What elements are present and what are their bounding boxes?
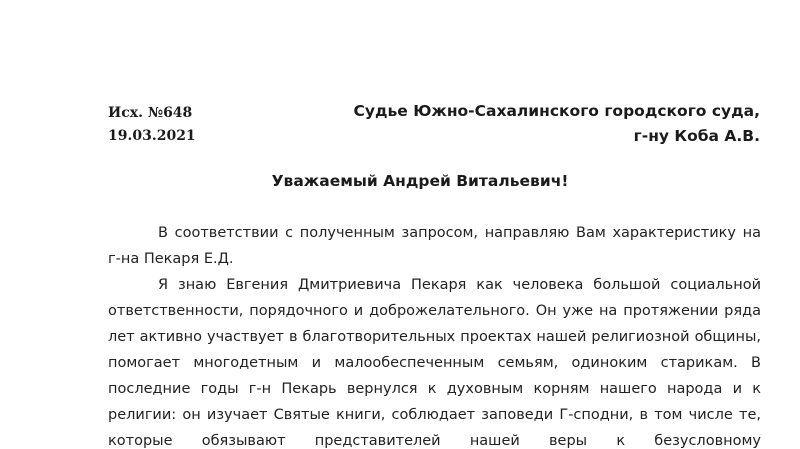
reference-date: 19.03.2021 [108,128,196,144]
word: безусловному [654,433,761,449]
paragraph-2 [108,272,761,449]
text-line: ответственности, порядочного и доброжелательного. Он уже на протяжении ряда [108,303,761,319]
text-line: помогает многодетным и малообеспеченным семьям, одиноким старикам. В [108,355,761,371]
word: которые [108,433,173,449]
text-line-justified [108,428,761,449]
text-line: г-на Пекаря Е.Д. [108,251,234,267]
word: нашей [469,433,520,449]
addressee-line-1: Судье Южно-Сахалинского городского суда, [353,102,760,120]
reference-number: Исх. №648 [108,105,193,121]
text-line: последние годы г-н Пекарь вернулся к духовным корням нашего народа и к [108,381,761,397]
text-line: В соответствии с полученным запросом, направляю Вам характеристику на [158,225,761,241]
addressee-line-2: г-ну Коба А.В. [633,127,760,145]
word: обязывают [201,433,286,449]
text-line: Я знаю Евгения Дмитриевича Пекаря как человека большой социальной [158,277,761,293]
salutation: Уважаемый Андрей Витальевич! [271,172,569,190]
outgoing-reference [108,102,196,148]
letter-body [108,220,761,449]
text-line: лет активно участвует в благотворительных проектах нашей религиозной общины, [108,329,761,345]
word: к [616,433,626,449]
text-line: религии: он изучает Святые книги, соблюдает заповеди Г-сподни, в том числе те, [108,407,761,423]
paragraph-1 [108,220,761,272]
addressee-block [354,99,761,149]
word: веры [549,433,588,449]
word: представителей [314,433,441,449]
